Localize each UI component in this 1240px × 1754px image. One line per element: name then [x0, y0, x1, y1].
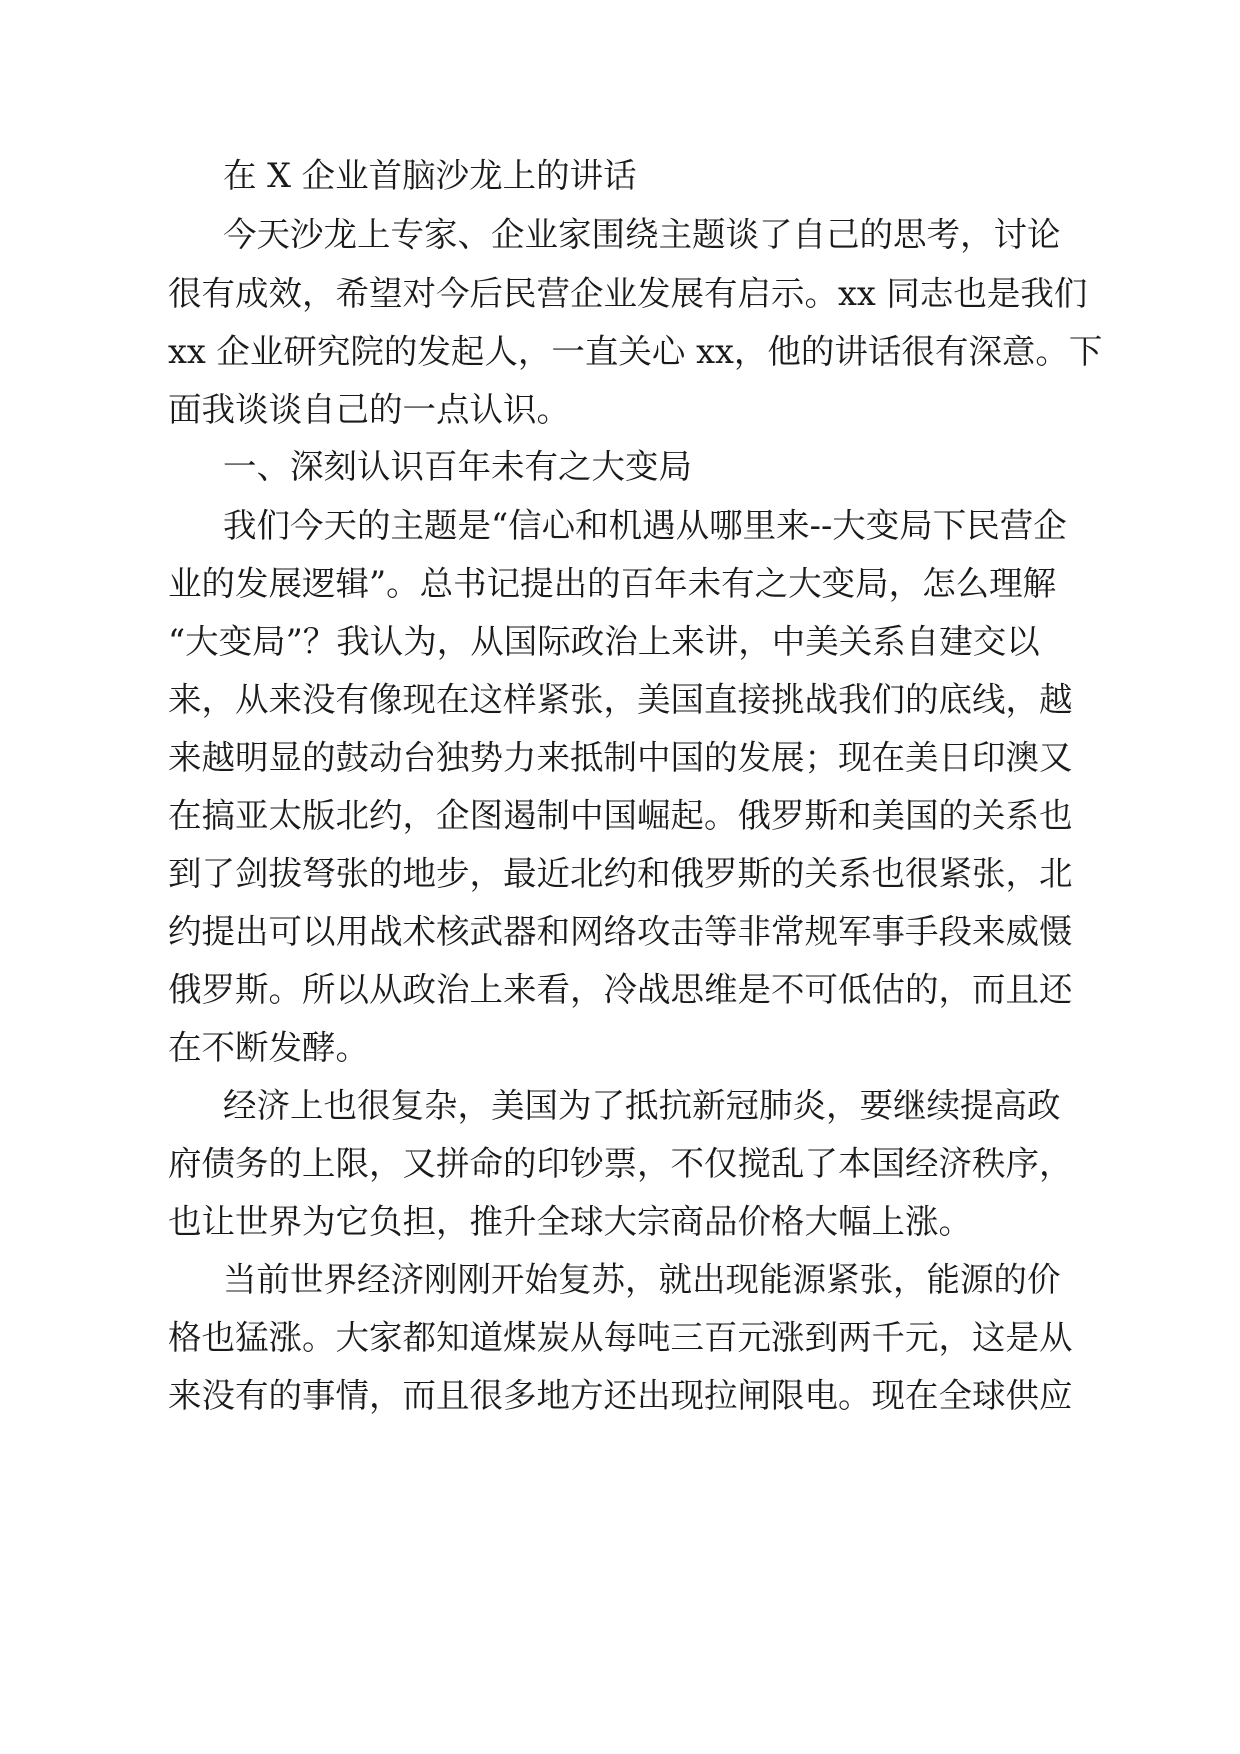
paragraph-line: 格也猛涨。大家都知道煤炭从每吨三百元涨到两千元，这是从: [168, 1318, 1073, 1357]
paragraph-line: 在不断发酵。: [168, 1028, 369, 1067]
paragraph-line: 当前世界经济刚刚开始复苏，就出现能源紧张，能源的价: [223, 1260, 1061, 1299]
paragraph-line: 我们今天的主题是“信心和机遇从哪里来--大变局下民营企: [223, 506, 1067, 545]
paragraph-line: 今天沙龙上专家、企业家围绕主题谈了自己的思考，讨论: [223, 215, 1061, 254]
paragraph-line: 在搞亚太版北约，企图遏制中国崛起。俄罗斯和美国的关系也: [168, 796, 1073, 835]
paragraph-line: 来没有的事情，而且很多地方还出现拉闸限电。现在全球供应: [168, 1376, 1073, 1415]
paragraph-line: 也让世界为它负担，推升全球大宗商品价格大幅上涨。: [168, 1202, 972, 1241]
section-heading: 一、深刻认识百年未有之大变局: [223, 447, 692, 486]
paragraph-line: 约提出可以用战术核武器和网络攻击等非常规军事手段来威慑: [168, 912, 1073, 951]
paragraph-line: 业的发展逻辑”。总书记提出的百年未有之大变局，怎么理解: [168, 564, 1057, 603]
speech-title: 在 X 企业首脑沙龙上的讲话: [223, 156, 637, 195]
paragraph-line: xx 企业研究院的发起人，一直关心 xx，他的讲话很有深意。下: [168, 332, 1103, 371]
paragraph-line: “大变局”？我认为，从国际政治上来讲，中美关系自建交以: [168, 622, 1040, 661]
paragraph-line: 很有成效，希望对今后民营企业发展有启示。xx 同志也是我们: [168, 274, 1088, 313]
paragraph-line: 俄罗斯。所以从政治上来看，冷战思维是不可低估的，而且还: [168, 970, 1073, 1009]
paragraph-line: 来，从来没有像现在这样紧张，美国直接挑战我们的底线，越: [168, 680, 1073, 719]
paragraph-line: 来越明显的鼓动台独势力来抵制中国的发展；现在美日印澳又: [168, 738, 1073, 777]
paragraph-line: 经济上也很复杂，美国为了抵抗新冠肺炎，要继续提高政: [223, 1086, 1061, 1125]
paragraph-line: 府债务的上限，又拼命的印钞票，不仅搅乱了本国经济秩序，: [168, 1144, 1073, 1183]
paragraph-line: 到了剑拔弩张的地步，最近北约和俄罗斯的关系也很紧张，北: [168, 854, 1073, 893]
paragraph-line: 面我谈谈自己的一点认识。: [168, 390, 570, 429]
